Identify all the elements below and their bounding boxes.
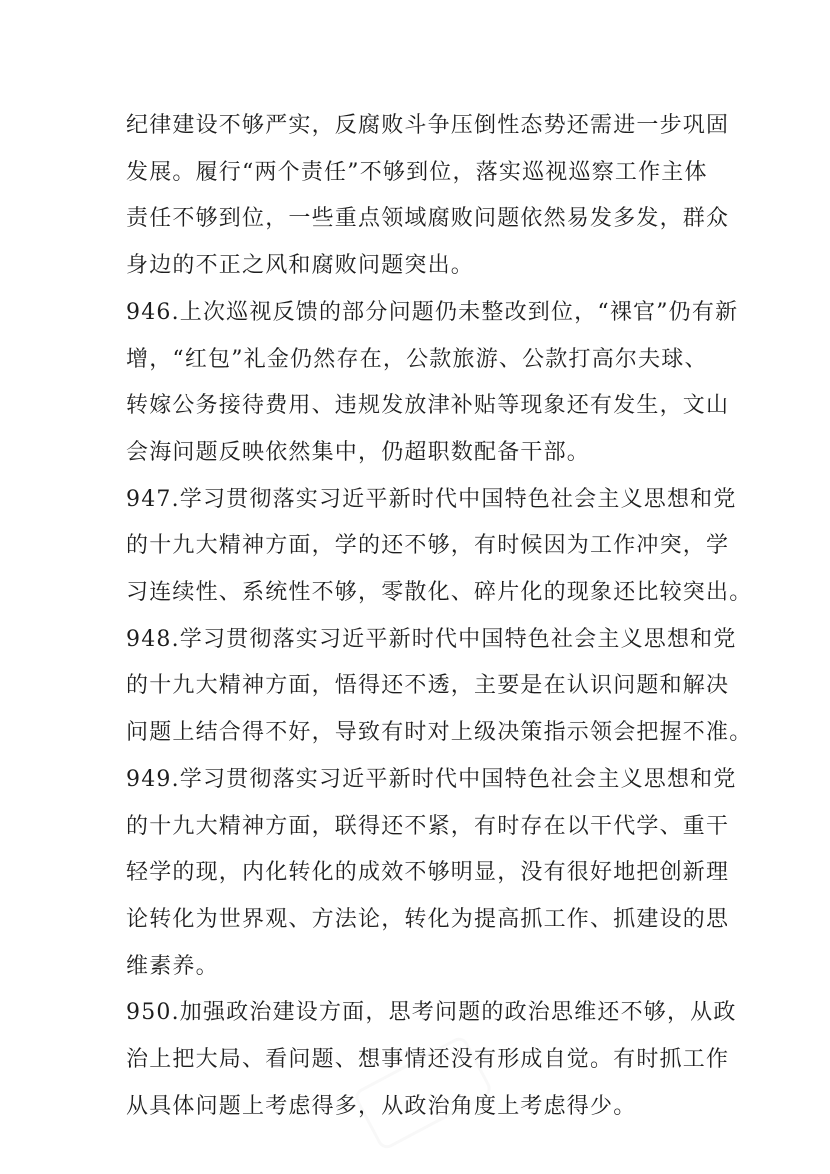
text-line: 责任不够到位，一些重点领域腐败问题依然易发多发，群众: [126, 206, 730, 232]
document-body: [126, 103, 753, 1130]
text-line: 会海问题反映依然集中，仍超职数配备干部。: [126, 439, 591, 465]
text-line: 948.学习贯彻落实习近平新时代中国特色社会主义思想和党: [126, 626, 737, 652]
paragraph-item-949: [126, 757, 737, 991]
text-line: 治上把大局、看问题、想事情还没有形成自觉。有时抓工作: [126, 1047, 730, 1073]
paragraph-item-947: [126, 477, 753, 617]
text-line: 的十九大精神方面，悟得还不透，主要是在认识问题和解决: [126, 673, 730, 699]
text-line: 纪律建设不够严实，反腐败斗争压倒性态势还需进一步巩固: [126, 113, 730, 138]
text-line: 转嫁公务接待费用、违规发放津补贴等现象还有发生，文山: [126, 393, 730, 419]
text-line: 增，“红包”礼金仍然存在，公款旅游、公款打高尔夫球、: [126, 346, 708, 372]
text-line: 949.学习贯彻落实习近平新时代中国特色社会主义思想和党: [126, 766, 737, 792]
paragraph-continuation: [126, 103, 730, 290]
text-line: 身边的不正之风和腐败问题突出。: [126, 253, 475, 279]
paragraph-item-948: [126, 617, 753, 757]
paragraph-item-950: [126, 990, 737, 1130]
text-line: 习连续性、系统性不够，零散化、碎片化的现象还比较突出。: [126, 580, 753, 606]
text-line: 的十九大精神方面，联得还不紧，有时存在以干代学、重干: [126, 813, 730, 839]
text-line: 950.加强政治建设方面，思考问题的政治思维还不够，从政: [126, 1000, 737, 1026]
text-line: 维素养。: [126, 953, 219, 979]
paragraph-item-946: [126, 290, 739, 477]
text-line: 发展。履行“两个责任”不够到位，落实巡视巡察工作主体: [126, 159, 708, 185]
text-line: 947.学习贯彻落实习近平新时代中国特色社会主义思想和党: [126, 486, 737, 512]
text-line: 946.上次巡视反馈的部分问题仍未整改到位，“裸官”仍有新: [126, 299, 739, 325]
text-line: 轻学的现，内化转化的成效不够明显，没有很好地把创新理: [126, 860, 730, 886]
text-line: 从具体问题上考虑得多，从政治角度上考虑得少。: [126, 1093, 637, 1119]
text-line: 论转化为世界观、方法论，转化为提高抓工作、抓建设的思: [126, 906, 730, 932]
text-line: 问题上结合得不好，导致有时对上级决策指示领会把握不准。: [126, 720, 753, 746]
text-line: 的十九大精神方面，学的还不够，有时候因为工作冲突，学: [126, 533, 730, 559]
